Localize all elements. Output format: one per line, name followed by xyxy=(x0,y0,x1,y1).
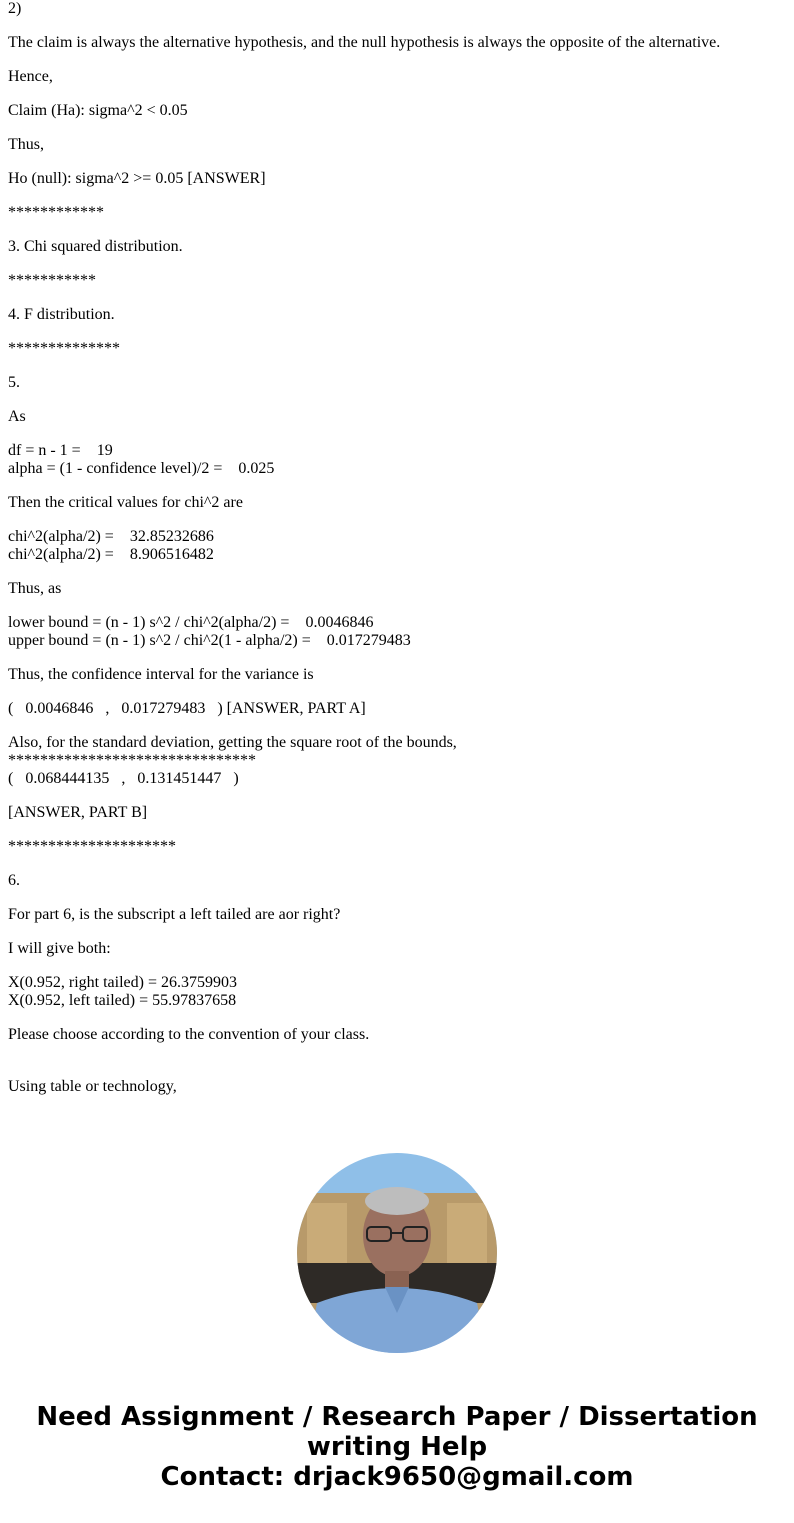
footer-line: writing Help xyxy=(306,1432,488,1462)
text-line: X(0.952, left tailed) = 55.97837658 xyxy=(8,992,237,1009)
text-line: Hence, xyxy=(8,68,53,85)
text-line: Using table or technology, xyxy=(8,1078,177,1095)
text-line: lower bound = (n - 1) s^2 / chi^2(alpha/2) = 0.0046846 xyxy=(8,614,374,631)
text-line: I will give both: xyxy=(8,940,111,957)
text-line: chi^2(alpha/2) = 8.906516482 xyxy=(8,546,214,563)
document-body xyxy=(8,0,788,1112)
separator-line: ********************* xyxy=(8,838,176,855)
text-line: upper bound = (n - 1) s^2 / chi^2(1 - alpha/2) = 0.017279483 xyxy=(8,632,411,649)
text-line: Ho (null): sigma^2 >= 0.05 [ANSWER] xyxy=(8,170,266,187)
separator-line: ************ xyxy=(8,204,104,221)
text-line: Also, for the standard deviation, getting the square root of the bounds, xyxy=(8,734,457,751)
text-line: alpha = (1 - confidence level)/2 = 0.025 xyxy=(8,460,275,477)
text-line: Thus, xyxy=(8,136,44,153)
text-line: ( 0.068444135 , 0.131451447 ) xyxy=(8,770,239,787)
text-line: 5. xyxy=(8,374,20,391)
separator-line: ************** xyxy=(8,340,120,357)
text-line: chi^2(alpha/2) = 32.85232686 xyxy=(8,528,214,545)
text-line: Claim (Ha): sigma^2 < 0.05 xyxy=(8,102,188,119)
text-line: Thus, the confidence interval for the variance is xyxy=(8,666,314,683)
footer-contact: Contact: drjack9650@gmail.com xyxy=(160,1462,634,1492)
text-line: X(0.952, right tailed) = 26.3759903 xyxy=(8,974,237,991)
text-line: For part 6, is the subscript a left tailed are aor right? xyxy=(8,906,341,923)
footer-line: Need Assignment / Research Paper / Dissertation xyxy=(36,1402,758,1432)
text-line: 3. Chi squared distribution. xyxy=(8,238,183,255)
avatar-portrait xyxy=(297,1153,497,1353)
separator-line: *********** xyxy=(8,272,96,289)
separator-line: ******************************* xyxy=(8,752,256,769)
text-line: 6. xyxy=(8,872,20,889)
text-line: As xyxy=(8,408,26,425)
text-line: Please choose according to the convention of your class. xyxy=(8,1026,370,1043)
text-line: 4. F distribution. xyxy=(8,306,115,323)
text-line: ( 0.0046846 , 0.017279483 ) [ANSWER, PART A] xyxy=(8,700,366,717)
text-line: Then the critical values for chi^2 are xyxy=(8,494,243,511)
text-line: The claim is always the alternative hypothesis, and the null hypothesis is always the opposite of the alternative. xyxy=(8,34,721,51)
text-line: Thus, as xyxy=(8,580,62,597)
avatar xyxy=(297,1153,497,1353)
text-line: df = n - 1 = 19 xyxy=(8,442,113,459)
text-line: [ANSWER, PART B] xyxy=(8,804,148,821)
text-line: 2) xyxy=(8,0,22,17)
promo-footer xyxy=(0,1402,794,1492)
